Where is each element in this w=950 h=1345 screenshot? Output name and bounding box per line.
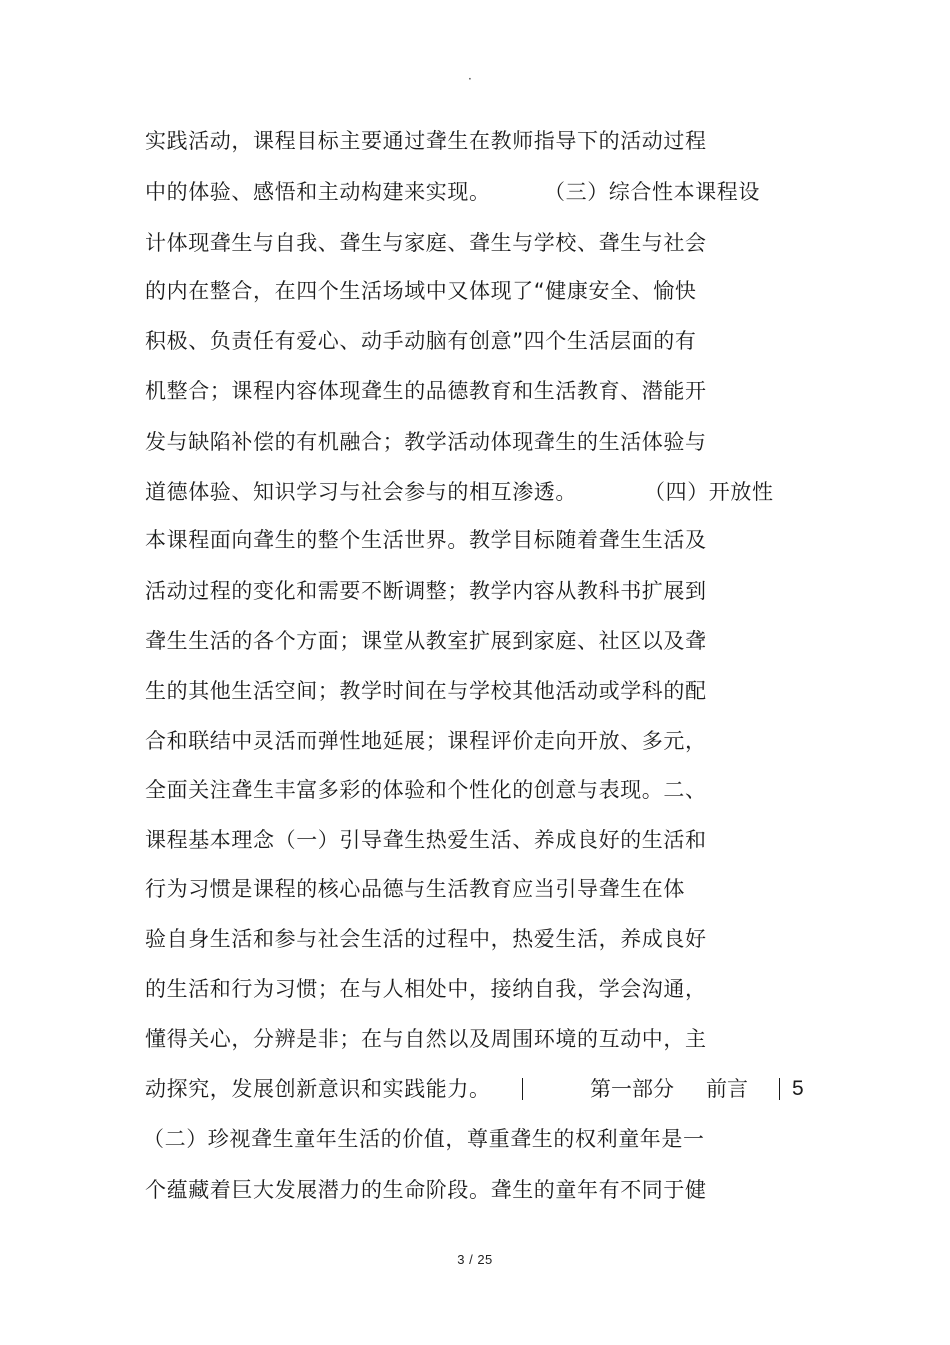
text-line-10: 活动过程的变化和需要不断调整；教学内容从教科书扩展到 <box>145 579 707 603</box>
text-line-16: 行为习惯是课程的核心品德与生活教育应当引导聋生在体 <box>145 877 685 901</box>
running-header-divider-left <box>522 1078 523 1100</box>
section-heading-comprehensive: （三）综合性本课程设 <box>544 180 760 204</box>
text-line-18: 的生活和行为习惯；在与人相处中，接纳自我，学会沟通， <box>145 977 707 1001</box>
text-line-20: 动探究，发展创新意识和实践能力。 <box>145 1077 491 1101</box>
text-line-6: 机整合；课程内容体现聋生的品德教育和生活教育、潜能开 <box>145 379 707 403</box>
top-dot-mark: · <box>468 72 472 86</box>
text-line-13: 合和联结中灵活而弹性地延展；课程评价走向开放、多元， <box>145 729 707 753</box>
text-line-17: 验自身生活和参与社会生活的过程中，热爱生活，养成良好 <box>145 927 707 951</box>
text-line-14: 全面关注聋生丰富多彩的体验和个性化的创意与表现。二、 <box>145 778 707 802</box>
text-line-21: （二）珍视聋生童年生活的价值，尊重聋生的权利童年是一 <box>143 1127 705 1151</box>
running-header-divider-right <box>779 1078 780 1100</box>
page-footer <box>0 1252 950 1267</box>
footer-current-page: 3 <box>457 1252 465 1267</box>
running-header-title: 前言 <box>706 1077 748 1101</box>
text-line-5: 积极、负责任有爱心、动手动脑有创意”四个生活层面的有 <box>145 329 697 353</box>
text-line-9: 本课程面向聋生的整个生活世界。教学目标随着聋生生活及 <box>145 528 707 552</box>
footer-separator: / <box>469 1252 474 1267</box>
section-heading-openness: （四）开放性 <box>644 480 774 504</box>
text-line-8: 道德体验、知识学习与社会参与的相互渗透。 <box>145 480 577 504</box>
footer-total-pages: 25 <box>477 1252 493 1267</box>
text-line-11: 聋生生活的各个方面；课堂从教室扩展到家庭、社区以及聋 <box>145 629 707 653</box>
text-line-2: 中的体验、感悟和主动构建来实现。 <box>145 180 491 204</box>
running-header-part: 第一部分 <box>590 1077 674 1101</box>
text-line-3: 计体现聋生与自我、聋生与家庭、聋生与学校、聋生与社会 <box>145 231 707 255</box>
running-header-page-number: 5 <box>792 1077 804 1100</box>
text-line-12: 生的其他生活空间；教学时间在与学校其他活动或学科的配 <box>145 679 707 703</box>
text-line-1: 实践活动，课程目标主要通过聋生在教师指导下的活动过程 <box>145 129 707 153</box>
text-line-22: 个蕴藏着巨大发展潜力的生命阶段。聋生的童年有不同于健 <box>145 1178 707 1202</box>
text-line-15: 课程基本理念（一）引导聋生热爱生活、养成良好的生活和 <box>145 828 707 852</box>
text-line-19: 懂得关心，分辨是非；在与自然以及周围环境的互动中，主 <box>145 1027 707 1051</box>
text-line-4: 的内在整合，在四个生活场域中又体现了“健康安全、愉快 <box>145 279 697 303</box>
text-line-7: 发与缺陷补偿的有机融合；教学活动体现聋生的生活体验与 <box>145 430 707 454</box>
